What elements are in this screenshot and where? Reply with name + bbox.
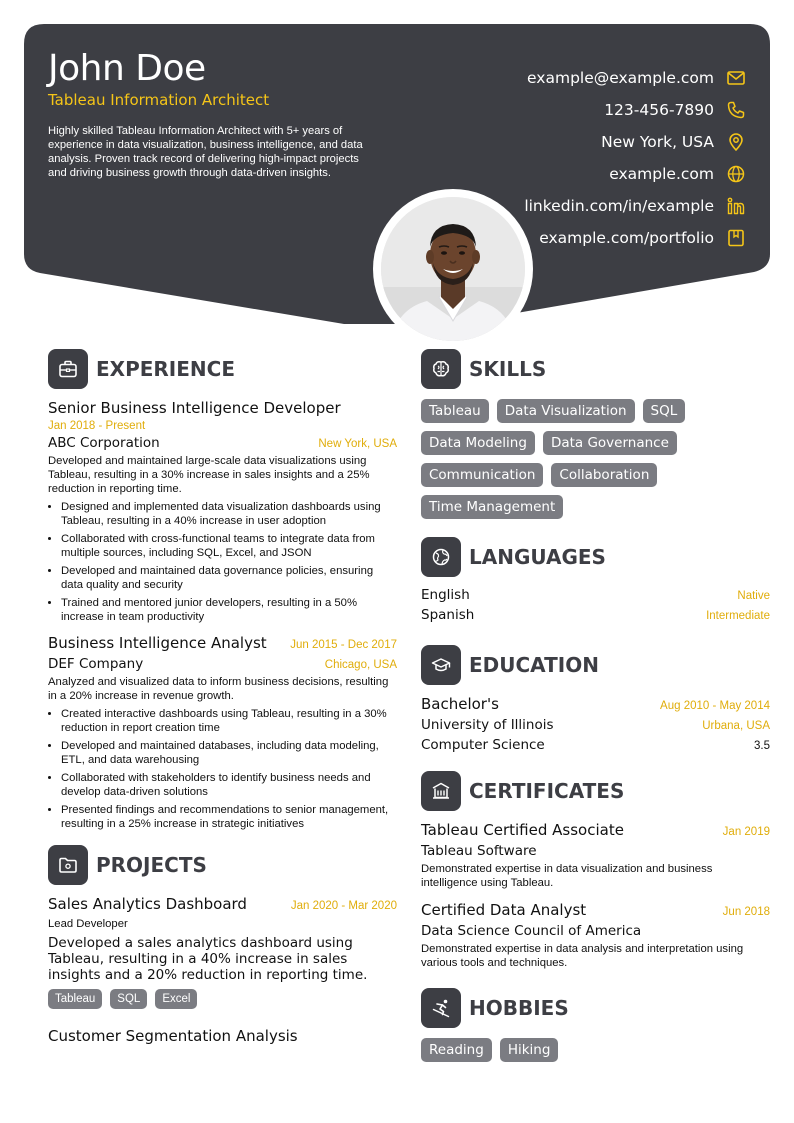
job-bullet: • Created interactive dashboards using Tableau, resulting in a 30% reduction in report creation time	[61, 707, 397, 735]
job-location: Chicago, USA	[324, 659, 397, 671]
phone-icon	[726, 100, 746, 120]
education-title: EDUCATION	[469, 653, 599, 677]
contact-location	[430, 126, 770, 158]
certificate-date: Jan 2019	[722, 826, 770, 838]
skill-chip: Communication	[421, 463, 543, 487]
certificates-section-header	[421, 771, 770, 811]
degree: Bachelor's	[421, 695, 499, 713]
portfolio-icon	[726, 228, 746, 248]
job-dates: Jun 2015 - Dec 2017	[290, 639, 397, 651]
experience-section-header	[48, 349, 397, 389]
job-dates: Jan 2018 - Present	[48, 420, 146, 432]
project-tag: Excel	[155, 989, 197, 1009]
certificate-issuer: Data Science Council of America	[421, 923, 642, 939]
experience-item	[48, 634, 397, 831]
languages-list	[421, 587, 770, 627]
skill-chip: Tableau	[421, 399, 489, 423]
graduation-cap-icon	[421, 645, 461, 685]
certificate-issuer: Tableau Software	[421, 843, 537, 859]
education-item	[421, 695, 770, 753]
project-tag: SQL	[110, 989, 147, 1009]
job-bullets	[61, 500, 397, 624]
experience-item	[48, 399, 397, 624]
right-column	[421, 349, 770, 1062]
hobbies-list	[421, 1038, 770, 1062]
skills-section-header	[421, 349, 770, 389]
language-level: Intermediate	[706, 610, 770, 622]
job-bullet: • Developed and maintained data governance policies, ensuring data quality and security	[61, 564, 397, 592]
languages-title: LANGUAGES	[469, 545, 606, 569]
linkedin-icon	[726, 196, 746, 216]
globe-icon	[726, 164, 746, 184]
language-row	[421, 587, 770, 607]
project-item	[48, 1027, 397, 1045]
skill-chip: Data Governance	[543, 431, 677, 455]
project-tags	[48, 989, 397, 1009]
contact-phone-text[interactable]: 123-456-7890	[604, 101, 714, 119]
language-row	[421, 607, 770, 627]
brain-icon	[421, 349, 461, 389]
job-bullets	[61, 707, 397, 831]
hobby-chip: Hiking	[500, 1038, 559, 1062]
certificate-date: Jun 2018	[722, 906, 770, 918]
education-section-header	[421, 645, 770, 685]
briefcase-icon	[48, 349, 88, 389]
field-of-study: Computer Science	[421, 737, 545, 753]
project-role: Lead Developer	[48, 918, 128, 930]
school-location: Urbana, USA	[702, 720, 770, 732]
project-dates: Jan 2020 - Mar 2020	[290, 900, 397, 912]
skills-title: SKILLS	[469, 357, 547, 381]
skill-chip: Data Modeling	[421, 431, 535, 455]
skill-chip: SQL	[643, 399, 686, 423]
job-role: Business Intelligence Analyst	[48, 634, 267, 652]
contact-website[interactable]	[430, 158, 770, 190]
contact-email[interactable]	[430, 62, 770, 94]
candidate-title: Tableau Information Architect	[48, 91, 270, 109]
contact-phone[interactable]	[430, 94, 770, 126]
certificates-title: CERTIFICATES	[469, 779, 625, 803]
projects-section-header	[48, 845, 397, 885]
job-bullet: • Collaborated with cross-functional teams to integrate data from multiple sources, including SQL, Excel, and JSON	[61, 532, 397, 560]
job-bullet: • Trained and mentored junior developers, resulting in a 50% increase in team productivity	[61, 596, 397, 624]
certificate-name: Certified Data Analyst	[421, 901, 587, 919]
job-company: DEF Company	[48, 656, 144, 672]
language-level: Native	[737, 590, 770, 602]
left-column	[48, 349, 397, 1045]
contact-portfolio-text[interactable]: example.com/portfolio	[539, 229, 714, 247]
job-company: ABC Corporation	[48, 435, 160, 451]
language-name: English	[421, 587, 470, 603]
education-dates: Aug 2010 - May 2014	[660, 700, 770, 712]
projects-title: PROJECTS	[96, 853, 207, 877]
certificate-description: Demonstrated expertise in data visualization and business intelligence using Tableau.	[421, 863, 713, 889]
contact-linkedin-text[interactable]: linkedin.com/in/example	[524, 197, 714, 215]
job-bullet: • Developed and maintained databases, including data modeling, ETL, and data warehousing	[61, 739, 397, 767]
project-name: Sales Analytics Dashboard	[48, 895, 247, 913]
job-location: New York, USA	[318, 438, 397, 450]
languages-section-header	[421, 537, 770, 577]
location-pin-icon	[726, 132, 746, 152]
job-summary: Developed and maintained large-scale data visualizations using Tableau, resulting in a 30% increase in sales insights and a 25% reduction in reporting time.	[48, 455, 370, 495]
profile-summary: Highly skilled Tableau Information Architect with 5+ years of experience in data visualization, business intelligence, and data analysis. Proven track record of delivering high-impact projects and driving business growth through data-driven insights.	[48, 125, 363, 179]
certificate-item	[421, 901, 770, 970]
skills-list	[421, 399, 721, 519]
project-item	[48, 895, 397, 1009]
certificate-name: Tableau Certified Associate	[421, 821, 624, 839]
school-name: University of Illinois	[421, 717, 554, 733]
building-icon	[421, 771, 461, 811]
project-description: Developed a sales analytics dashboard using Tableau, resulting in a 40% increase in sales insights and a 20% reduction in reporting time.	[48, 935, 368, 983]
job-bullet: • Collaborated with stakeholders to identify business needs and develop data-driven solutions	[61, 771, 397, 799]
gpa: 3.5	[754, 740, 770, 752]
job-summary: Analyzed and visualized data to inform business decisions, resulting in a 20% increase in revenue growth.	[48, 676, 389, 702]
mail-icon	[726, 68, 746, 88]
hobbies-title: HOBBIES	[469, 996, 569, 1020]
skill-chip: Time Management	[421, 495, 563, 519]
project-name: Customer Segmentation Analysis	[48, 1027, 298, 1045]
contact-website-text[interactable]: example.com	[609, 165, 714, 183]
hobby-chip: Reading	[421, 1038, 492, 1062]
language-name: Spanish	[421, 607, 475, 623]
folder-icon	[48, 845, 88, 885]
certificate-item	[421, 821, 770, 890]
experience-title: EXPERIENCE	[96, 357, 235, 381]
skill-chip: Collaboration	[551, 463, 657, 487]
language-globe-icon	[421, 537, 461, 577]
job-role: Senior Business Intelligence Developer	[48, 399, 341, 417]
job-bullet: • Designed and implemented data visualization dashboards using Tableau, resulting in a 40% increase in user adoption	[61, 500, 397, 528]
hobbies-section-header	[421, 988, 770, 1028]
candidate-name: John Doe	[48, 48, 206, 89]
skiing-icon	[421, 988, 461, 1028]
certificate-description: Demonstrated expertise in data analysis and interpretation using various tools and techniques.	[421, 943, 744, 969]
contact-email-text[interactable]: example@example.com	[527, 69, 714, 87]
skill-chip: Data Visualization	[497, 399, 635, 423]
project-tag: Tableau	[48, 989, 102, 1009]
contact-location-text: New York, USA	[601, 133, 714, 151]
profile-photo	[381, 197, 525, 341]
job-bullet: • Presented findings and recommendations to senior management, resulting in a 25% increase in strategic initiatives	[61, 803, 397, 831]
